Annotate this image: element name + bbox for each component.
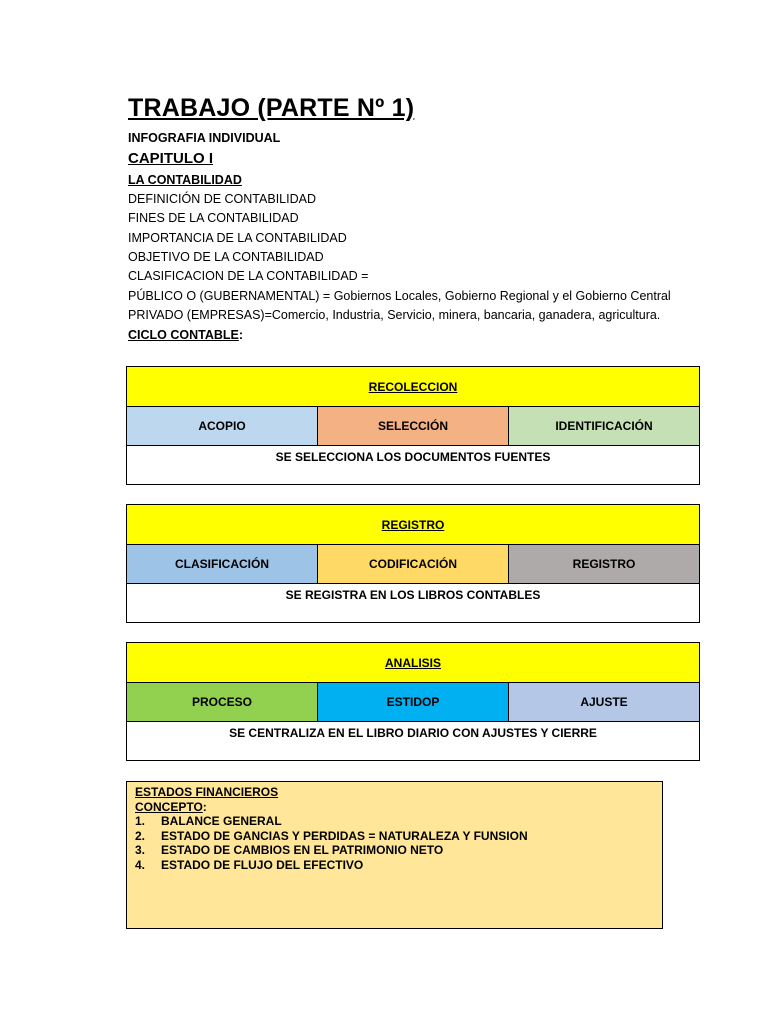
list-text: BALANCE GENERAL (161, 814, 282, 828)
document-subtitle: INFOGRAFIA INDIVIDUAL (128, 131, 281, 145)
classification-private: PRIVADO (EMPRESAS)=Comercio, Industria, Servicio, minera, bancaria, ganadera, agricultura. (128, 308, 661, 322)
statement-list-item (135, 858, 654, 873)
list-text: ESTADO DE CAMBIOS EN EL PATRIMONIO NETO (161, 843, 444, 857)
cycle-block-analisis (126, 642, 700, 761)
cycle-heading-label: CICLO CONTABLE (128, 328, 239, 342)
topic-item: FINES DE LA CONTABILIDAD (128, 211, 299, 225)
cycle-block-row (127, 545, 699, 584)
cycle-block-row (127, 683, 699, 722)
cycle-block-description: SE CENTRALIZA EN EL LIBRO DIARIO CON AJUSTES Y CIERRE (229, 726, 597, 740)
financial-statements-box (126, 781, 663, 929)
statement-list-item (135, 814, 654, 829)
cycle-block-header: RECOLECCION (127, 367, 699, 407)
list-number: 3. (135, 843, 146, 857)
concept-colon: : (202, 799, 207, 814)
cycle-heading (128, 328, 243, 342)
concept-heading (135, 800, 654, 815)
list-number: 4. (135, 857, 146, 872)
cycle-block-description: SE SELECCIONA LOS DOCUMENTOS FUENTES (275, 450, 551, 464)
classification-public: PÚBLICO O (GUBERNAMENTAL) = Gobiernos Locales, Gobierno Regional y el Gobierno Central (128, 289, 671, 303)
statement-list-item (135, 843, 654, 858)
list-text: ESTADO DE FLUJO DEL EFECTIVO (161, 857, 364, 872)
concept-label: CONCEPTO (135, 799, 203, 814)
cycle-block-registro (126, 504, 700, 623)
topic-item: IMPORTANCIA DE LA CONTABILIDAD (128, 231, 347, 245)
list-text: ESTADO DE GANCIAS Y PERDIDAS = NATURALEZA Y FUNSION (161, 828, 528, 843)
cycle-block-header: REGISTRO (127, 505, 699, 545)
topic-item: CLASIFICACION DE LA CONTABILIDAD = (128, 269, 369, 283)
topic-item: DEFINICIÓN DE CONTABILIDAD (128, 192, 316, 206)
cycle-cell: SELECCIÓN (318, 407, 509, 445)
section-heading: LA CONTABILIDAD (128, 173, 242, 187)
cycle-cell: ESTIDOP (318, 683, 509, 721)
list-number: 1. (135, 814, 146, 828)
cycle-cell: IDENTIFICACIÓN (509, 407, 699, 445)
list-number: 2. (135, 828, 146, 843)
cycle-block-row (127, 407, 699, 446)
cycle-block-description: SE REGISTRA EN LOS LIBROS CONTABLES (285, 588, 541, 602)
statement-list-item (135, 829, 654, 844)
chapter-heading: CAPITULO I (128, 150, 213, 167)
cycle-cell: CLASIFICACIÓN (127, 545, 318, 583)
document-title: TRABAJO (PARTE Nº 1) (128, 94, 415, 122)
cycle-cell: AJUSTE (509, 683, 699, 721)
topic-item: OBJETIVO DE LA CONTABILIDAD (128, 250, 324, 264)
cycle-cell: PROCESO (127, 683, 318, 721)
cycle-cell: CODIFICACIÓN (318, 545, 509, 583)
financial-statements-title: ESTADOS FINANCIEROS (135, 785, 279, 799)
cycle-heading-colon: : (238, 328, 244, 342)
cycle-cell: REGISTRO (509, 545, 699, 583)
cycle-block-recoleccion (126, 366, 700, 485)
cycle-cell: ACOPIO (127, 407, 318, 445)
cycle-block-header: ANALISIS (127, 643, 699, 683)
